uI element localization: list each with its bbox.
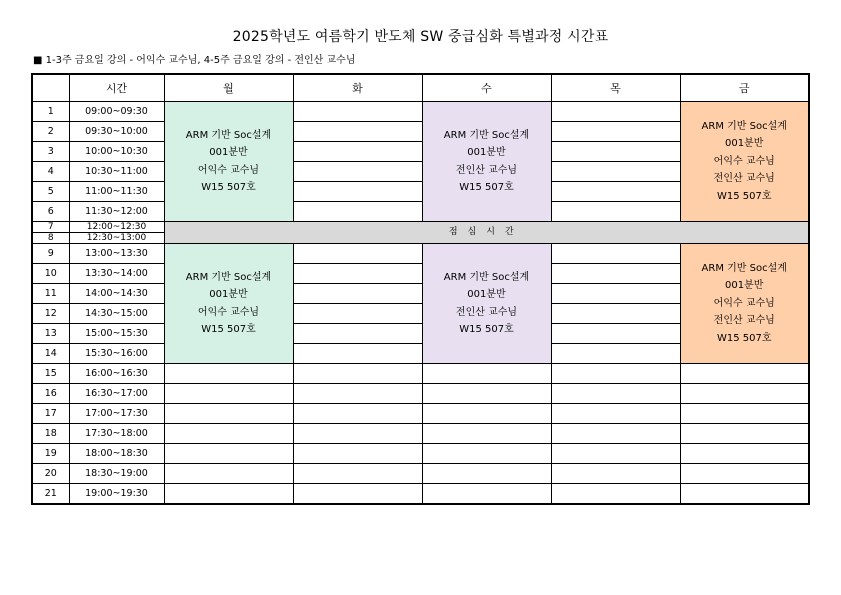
empty-cell [293,162,422,182]
period-number: 15 [32,364,69,384]
empty-cell [551,122,680,142]
class-room: W15 507호 [201,324,256,335]
timetable [31,73,810,505]
empty-cell [551,142,680,162]
period-number: 14 [32,344,69,364]
table-row [32,464,809,484]
empty-cell [293,102,422,122]
empty-cell [551,444,680,464]
empty-cell [422,384,551,404]
table-row [32,222,809,233]
empty-cell [164,444,293,464]
empty-cell [293,324,422,344]
empty-cell [551,344,680,364]
empty-cell [551,424,680,444]
class-title: ARM 기반 Soc설계 [185,271,272,283]
period-time: 17:00~17:30 [69,404,164,424]
table-row [32,444,809,464]
period-time: 12:00~12:30 [69,222,164,233]
period-number: 4 [32,162,69,182]
period-number: 12 [32,304,69,324]
period-number: 18 [32,424,69,444]
empty-cell [164,364,293,384]
class-room: W15 507호 [201,182,256,193]
class-block-wed-am [422,102,551,222]
empty-cell [680,364,809,384]
header-index [32,74,69,102]
class-block-mon-pm [164,244,293,364]
empty-cell [293,484,422,504]
period-number: 13 [32,324,69,344]
empty-cell [164,484,293,504]
class-title: ARM 기반 Soc설계 [185,129,272,141]
empty-cell [293,364,422,384]
period-number: 6 [32,202,69,222]
empty-cell [551,384,680,404]
empty-cell [293,344,422,364]
empty-cell [293,244,422,264]
empty-cell [293,284,422,304]
empty-cell [551,404,680,424]
period-number: 9 [32,244,69,264]
class-section: 001분반 [725,280,764,292]
empty-cell [551,162,680,182]
empty-cell [293,264,422,284]
period-time: 16:00~16:30 [69,364,164,384]
period-time: 18:00~18:30 [69,444,164,464]
empty-cell [551,102,680,122]
class-title: ARM 기반 Soc설계 [701,262,787,274]
empty-cell [551,264,680,284]
subtitle-note: ■ 1-3주 금요일 강의 - 어익수 교수님, 4-5주 금요일 강의 - 전인산 교수님 [33,55,356,66]
table-row [32,244,809,264]
period-time: 19:00~19:30 [69,484,164,504]
empty-cell [293,384,422,404]
period-time: 14:30~15:00 [69,304,164,324]
class-block-wed-pm [422,244,551,364]
class-section: 001분반 [209,147,248,158]
empty-cell [293,182,422,202]
empty-cell [164,384,293,404]
period-number: 3 [32,142,69,162]
empty-cell [422,484,551,504]
empty-cell [680,444,809,464]
header-tue: 화 [293,74,422,102]
empty-cell [293,464,422,484]
empty-cell [293,142,422,162]
period-time: 16:30~17:00 [69,384,164,404]
period-number: 17 [32,404,69,424]
empty-cell [293,444,422,464]
empty-cell [680,404,809,424]
class-title: ARM 기반 Soc설계 [443,271,530,283]
empty-cell [293,424,422,444]
class-room: W15 507호 [716,190,772,202]
empty-cell [422,424,551,444]
class-professor: 어익수 교수님 [713,297,775,309]
period-time: 11:00~11:30 [69,182,164,202]
empty-cell [680,484,809,504]
empty-cell [551,484,680,504]
empty-cell [164,404,293,424]
lunch-break: 점심시간 [164,222,809,244]
period-number: 10 [32,264,69,284]
period-time: 12:30~13:00 [69,233,164,244]
empty-cell [680,464,809,484]
table-row [32,404,809,424]
period-number: 7 [32,222,69,233]
empty-cell [551,304,680,324]
period-number: 20 [32,464,69,484]
empty-cell [551,182,680,202]
period-time: 13:00~13:30 [69,244,164,264]
period-time: 10:30~11:00 [69,162,164,182]
period-time: 15:00~15:30 [69,324,164,344]
empty-cell [422,464,551,484]
empty-cell [422,404,551,424]
empty-cell [680,424,809,444]
empty-cell [293,122,422,142]
class-section: 001분반 [467,289,506,300]
empty-cell [551,244,680,264]
empty-cell [551,464,680,484]
table-row [32,484,809,504]
period-number: 2 [32,122,69,142]
class-professor-2: 전인산 교수님 [713,173,775,185]
period-time: 15:30~16:00 [69,344,164,364]
header-time: 시간 [69,74,164,102]
period-number: 16 [32,384,69,404]
empty-cell [293,202,422,222]
class-professor: 전인산 교수님 [455,306,518,318]
class-block-fri-pm [680,244,809,364]
empty-cell [422,364,551,384]
empty-cell [164,424,293,444]
empty-cell [551,202,680,222]
class-title: ARM 기반 Soc설계 [701,120,787,132]
period-time: 14:00~14:30 [69,284,164,304]
header-thu: 목 [551,74,680,102]
empty-cell [164,464,293,484]
empty-cell [293,304,422,324]
period-time: 13:30~14:00 [69,264,164,284]
empty-cell [422,444,551,464]
period-time: 17:30~18:00 [69,424,164,444]
empty-cell [551,364,680,384]
class-section: 001분반 [725,138,764,150]
period-number: 1 [32,102,69,122]
header-fri: 금 [680,74,809,102]
table-row [32,102,809,122]
class-professor: 어익수 교수님 [197,306,260,318]
class-professor-2: 전인산 교수님 [713,315,775,327]
period-number: 11 [32,284,69,304]
class-section: 001분반 [467,147,506,158]
header-mon: 월 [164,74,293,102]
header-row [32,74,809,102]
class-block-fri-am [680,102,809,222]
class-block-mon-am [164,102,293,222]
period-number: 5 [32,182,69,202]
table-row [32,424,809,444]
period-number: 8 [32,233,69,244]
empty-cell [551,324,680,344]
class-room: W15 507호 [459,182,514,193]
period-time: 18:30~19:00 [69,464,164,484]
class-professor: 어익수 교수님 [713,155,775,167]
period-time: 11:30~12:00 [69,202,164,222]
period-time: 09:30~10:00 [69,122,164,142]
period-time: 09:00~09:30 [69,102,164,122]
empty-cell [551,284,680,304]
class-professor: 어익수 교수님 [197,164,260,176]
table-row [32,364,809,384]
class-room: W15 507호 [716,332,772,344]
class-room: W15 507호 [459,324,514,335]
header-wed: 수 [422,74,551,102]
empty-cell [293,404,422,424]
period-number: 19 [32,444,69,464]
class-section: 001분반 [209,289,248,300]
table-row [32,384,809,404]
class-professor: 전인산 교수님 [455,164,518,176]
page-title: 2025학년도 여름학기 반도체 SW 중급심화 특별과정 시간표 [232,29,609,45]
empty-cell [680,384,809,404]
class-title: ARM 기반 Soc설계 [443,129,530,141]
period-time: 10:00~10:30 [69,142,164,162]
period-number: 21 [32,484,69,504]
